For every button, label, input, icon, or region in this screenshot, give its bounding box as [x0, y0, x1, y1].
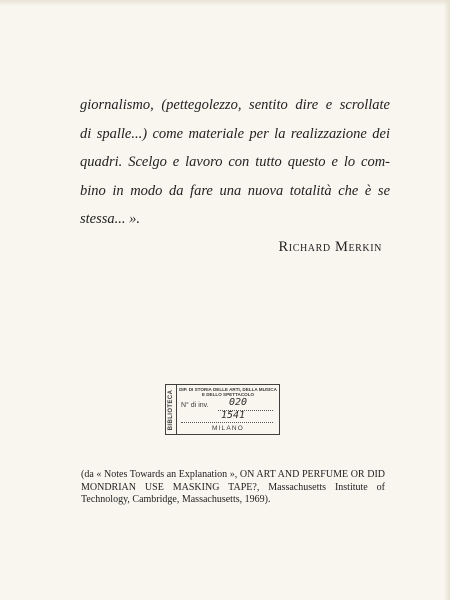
stamp-header-line: E DELLO SPETTACOLO	[201, 392, 255, 398]
stamp-inventory-number: 020	[229, 397, 248, 408]
page-edge-shadow-right	[444, 0, 450, 600]
stamp-side-panel	[166, 385, 177, 434]
quote-line: stessa... ».	[80, 211, 141, 228]
library-stamp	[165, 384, 280, 435]
stamp-inventory-number: 1541	[221, 410, 246, 421]
quote-paragraph	[80, 91, 390, 234]
stamp-inventory-label: N° di inv.	[181, 402, 209, 409]
quote-line: bino in modo da fare una nuova totalità che è se	[80, 182, 390, 199]
quote-line: giornalismo, (pettegolezzo, sentito dire e scrollate	[80, 97, 390, 113]
citation-text: (da « Notes Towards an Explanation », ON ART AND PERFUME OR DID MONDRIAN USE MASKING TAPE?, Massachusetts Institute of Technology, Cambridge, Massachusetts, 1969).	[81, 469, 385, 505]
stamp-header	[178, 387, 278, 398]
quote-line: di spalle...) come materiale per la realizzazione dei	[80, 125, 390, 142]
stamp-dotted-line	[181, 422, 273, 423]
stamp-header-line: DIP. DI STORIA DELLE ARTI, DELLA MUSICA	[179, 387, 277, 392]
stamp-side-label: BIBLIOTECA	[168, 389, 174, 430]
quote-line: quadri. Scelgo e lavoro con tutto questo e lo com-	[80, 154, 390, 171]
stamp-city: MILANO	[211, 425, 245, 432]
page-edge-shadow	[0, 0, 450, 6]
author-name: Richard Merkin	[278, 239, 382, 255]
